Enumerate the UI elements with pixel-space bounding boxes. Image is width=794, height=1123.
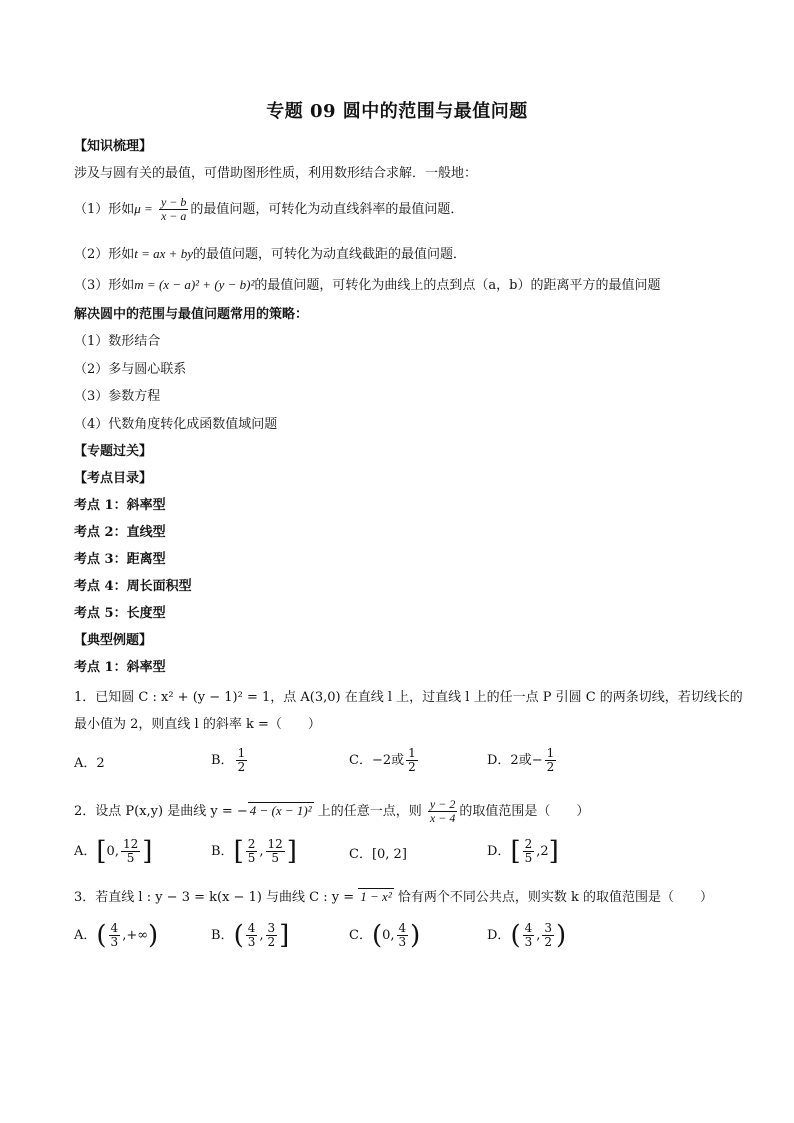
knowledge-heading: 【知识梳理】: [74, 139, 153, 154]
question-2: 2．设点 P(x,y) 是曲线 y = − 4 − (x − 1)² 上的任意一点，则 $\frac{y - 2}{x - 4}$ 的取值范围是（ ）: [74, 797, 590, 825]
knowledge-item-3: （3）形如m = (x − a)² + (y − b)²的最值问题，可转化为曲线上的点到点（a，b）的距离平方的最值问题: [74, 277, 661, 293]
question-1-line-2: 最小值为 2，则直线 l 的斜率 k =（ ）: [74, 717, 321, 732]
catalog-heading: 【考点目录】: [74, 471, 153, 486]
strategy-item: （3）参数方程: [74, 389, 161, 404]
q1-option-b: B． $\frac{1}{2}$: [211, 746, 246, 774]
q3-option-d: D．( $\frac{4}{3}$ , $\frac{3}{2}$ ): [487, 920, 567, 951]
catalog-item: 考点 5：长度型: [74, 606, 166, 621]
catalog-item: 考点 3：距离型: [74, 552, 166, 567]
q2-option-a: A．[0, $\frac{12}{5}$ ]: [74, 836, 153, 867]
question-3: 3．若直线 l : y − 3 = k(x − 1) 与曲线 C : y = 1 − x² 恰有两个不同公共点，则实数 k 的取值范围是（ ）: [74, 889, 714, 905]
strategy-item: （2）多与圆心联系: [74, 362, 187, 377]
catalog-item: 考点 1：斜率型: [74, 498, 166, 513]
examples-heading: 【典型例题】: [74, 633, 153, 648]
q2-option-c: C．[0, 2]: [349, 847, 407, 862]
knowledge-item-1: （1）形如μ = $\frac{y - b}{x - a}$ 的最值问题，可转化为动直线斜率的最值问题．: [74, 195, 464, 223]
slope-fraction: $\frac{y - b}{x - a}$: [160, 195, 187, 223]
q1-option-a: A．2: [74, 756, 105, 771]
catalog-item: 考点 4：周长面积型: [74, 579, 192, 594]
strategy-heading: 解决圆中的范围与最值问题常用的策略：: [74, 307, 309, 322]
question-1-line-1: 1．已知圆 C : x² + (y − 1)² = 1，点 A(3,0) 在直线 l 上，过直线 l 上的任一点 P 引圆 C 的两条切线，若切线长的: [74, 690, 743, 705]
intro-text: 涉及与圆有关的最值，可借助图形性质，利用数形结合求解．一般地：: [74, 166, 478, 181]
q1-option-d: D．2或− $\frac{1}{2}$: [487, 746, 555, 774]
knowledge-item-2: （2）形如t = ax + by的最值问题，可转化为动直线截距的最值问题．: [74, 246, 466, 262]
catalog-item: 考点 2：直线型: [74, 525, 166, 540]
topic-pass-heading: 【专题过关】: [74, 444, 153, 459]
example-topic: 考点 1：斜率型: [74, 660, 166, 675]
strategy-item: （1）数形结合: [74, 334, 161, 349]
page-title: 专题 09 圆中的范围与最值问题: [266, 101, 528, 122]
q2-option-b: B．[ $\frac{2}{5}$ , $\frac{12}{5}$ ]: [211, 836, 297, 867]
q1-option-c: C．−2或 $\frac{1}{2}$: [349, 746, 416, 774]
q3-option-b: B．( $\frac{4}{3}$ , $\frac{3}{2}$ ]: [211, 920, 290, 951]
strategy-item: （4）代数角度转化成函数值域问题: [74, 417, 278, 432]
q2-option-d: D．[ $\frac{2}{5}$ ,2]: [487, 836, 559, 867]
q3-option-c: C．(0, $\frac{4}{3}$ ): [349, 920, 421, 951]
q3-option-a: A．( $\frac{4}{3}$ ,+∞): [74, 920, 159, 951]
